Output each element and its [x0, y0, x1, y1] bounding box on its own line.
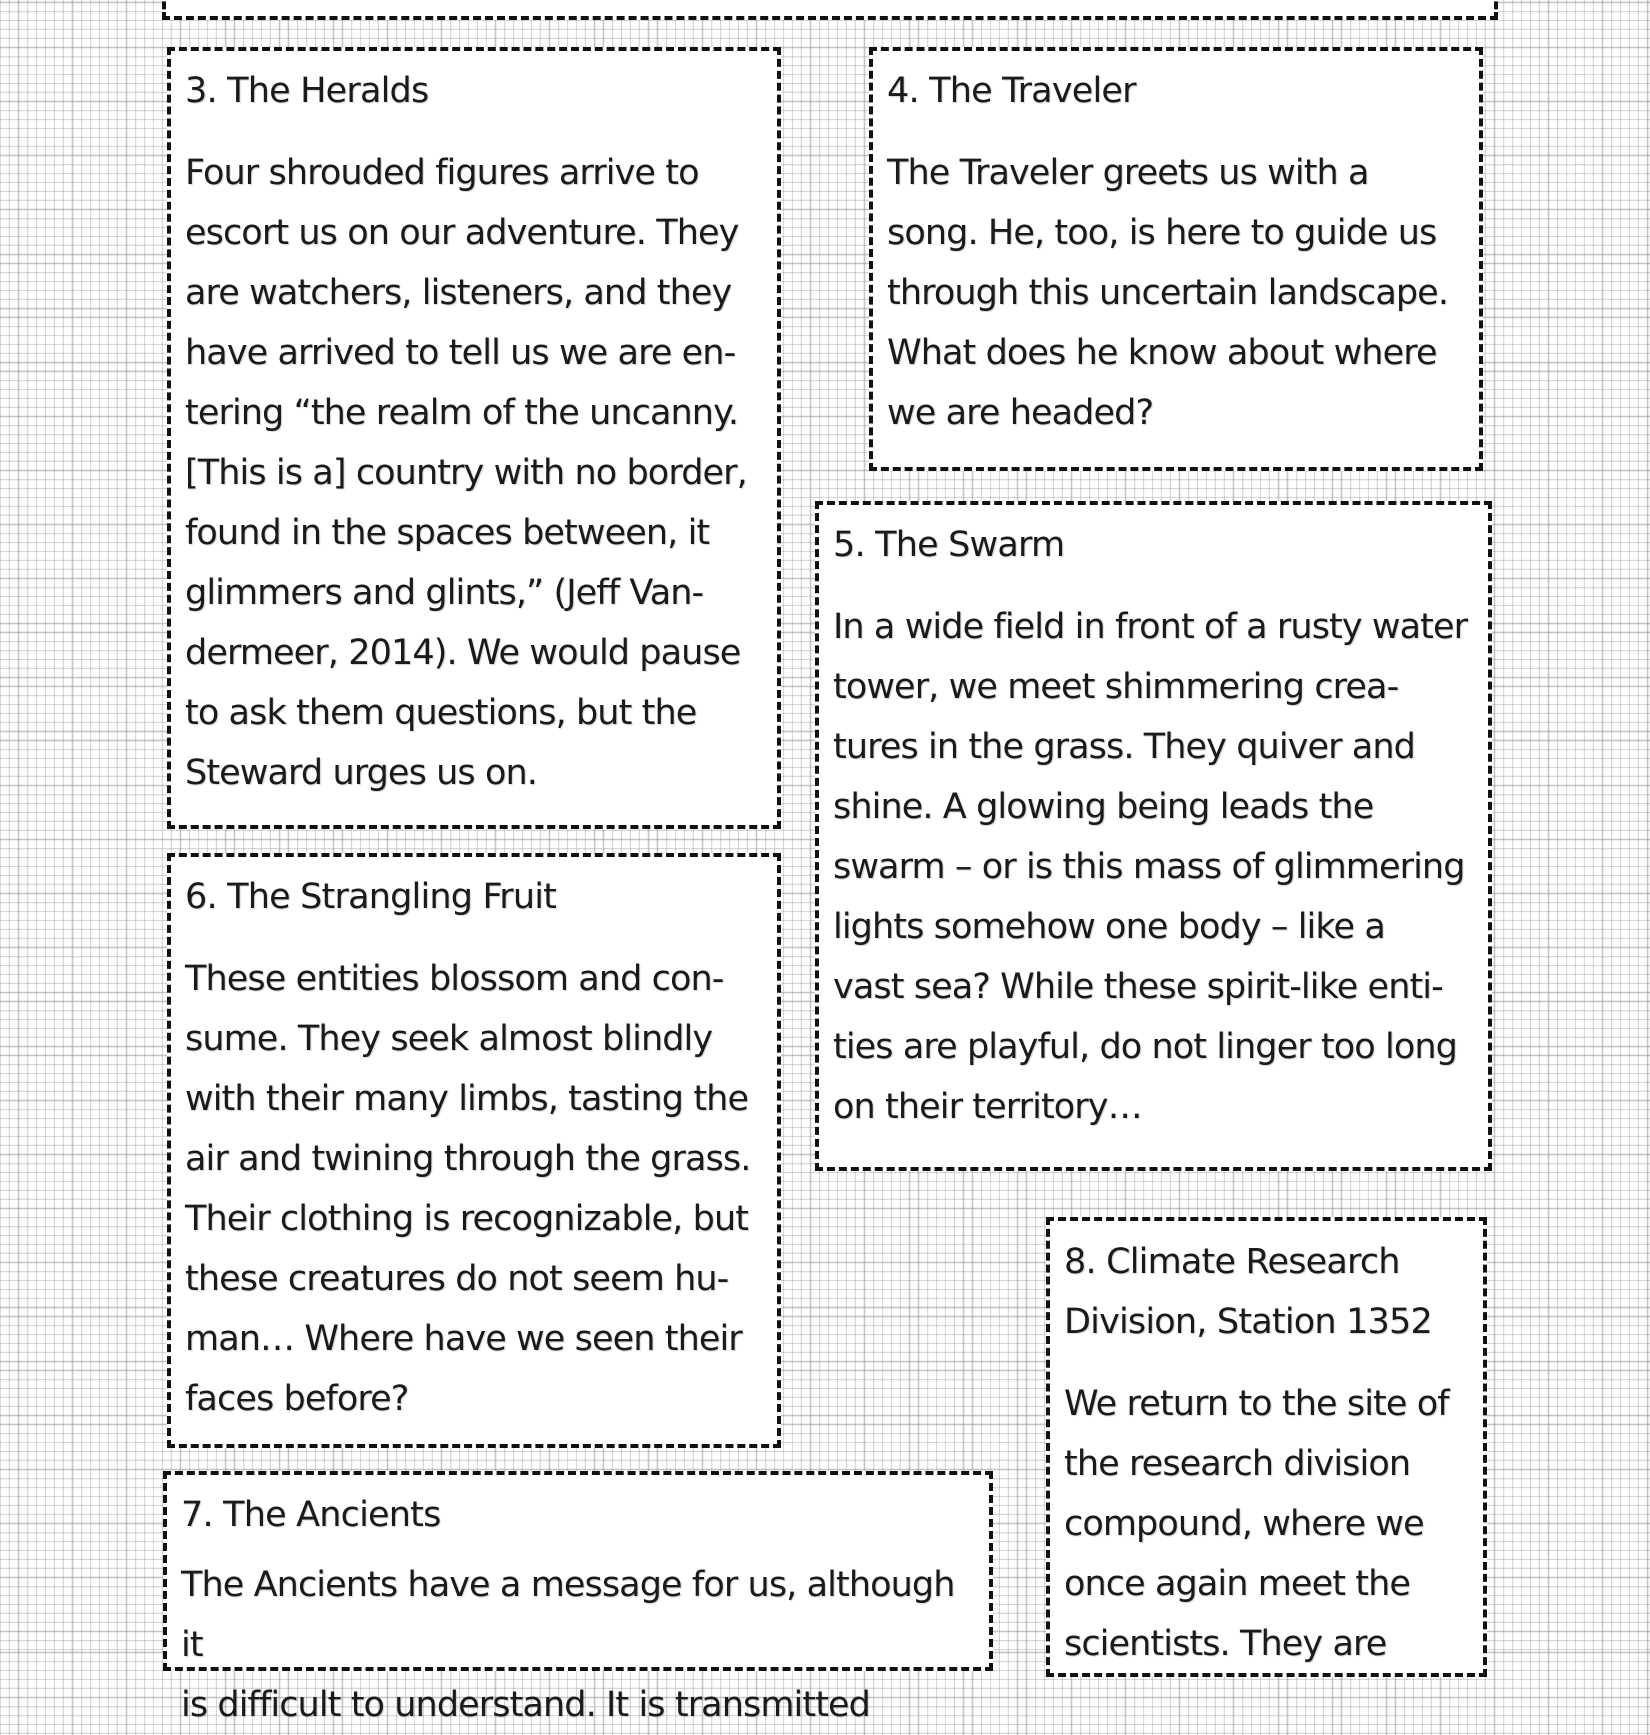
title-line: Division, Station 1352 — [1064, 1302, 1432, 1342]
card-the-strangling-fruit — [167, 853, 781, 1448]
body-line: song. He, too, is here to guide us — [887, 213, 1437, 253]
card-body — [833, 597, 1478, 1137]
card-body — [887, 143, 1469, 443]
body-line: [This is a] country with no border, — [185, 453, 747, 493]
card-title: 3. The Heralds — [185, 71, 429, 111]
body-line: tures in the grass. They quiver and — [833, 727, 1415, 767]
body-line: Four shrouded figures arrive to — [185, 153, 699, 193]
body-line: found in the spaces between, it — [185, 513, 710, 553]
card-body — [185, 949, 767, 1429]
card-the-ancients — [163, 1471, 993, 1725]
body-line: scientists. They are — [1064, 1624, 1387, 1664]
card-the-swarm — [815, 501, 1492, 1171]
body-line: these creatures do not seem hu- — [185, 1259, 729, 1299]
body-line: air and twining through the grass. — [185, 1139, 751, 1179]
body-line: What does he know about where — [887, 333, 1437, 373]
previous-card-bottom-edge — [162, 0, 1498, 20]
body-line: vast sea? While these spirit-like enti- — [833, 967, 1443, 1007]
body-line: faces before? — [185, 1379, 409, 1419]
body-line: swarm – or is this mass of glimmering — [833, 847, 1465, 887]
card-the-heralds — [167, 47, 781, 829]
body-line: is difficult to understand. It is transmitted — [181, 1685, 870, 1725]
body-line: to ask them questions, but the — [185, 693, 697, 733]
body-line: have arrived to tell us we are en- — [185, 333, 736, 373]
card-title: 6. The Strangling Fruit — [185, 877, 557, 917]
body-line: The Ancients have a message for us, although it — [181, 1565, 955, 1665]
body-line: we are headed? — [887, 393, 1154, 433]
title-line: 8. Climate Research — [1064, 1242, 1400, 1282]
card-body — [181, 1555, 979, 1735]
body-line: compound, where we — [1064, 1504, 1424, 1544]
card-body — [185, 143, 767, 803]
card-title: 5. The Swarm — [833, 525, 1065, 565]
body-line: through this uncertain landscape. — [887, 273, 1449, 313]
body-line: dermeer, 2014). We would pause — [185, 633, 741, 673]
card-title: 4. The Traveler — [887, 71, 1136, 111]
card-title — [1064, 1232, 1473, 1352]
body-line: on their territory… — [833, 1087, 1142, 1127]
body-line: man… Where have we seen their — [185, 1319, 742, 1359]
card-climate-research-division — [1046, 1217, 1487, 1677]
body-line: glimmers and glints,” (Jeff Van- — [185, 573, 704, 613]
card-body — [1064, 1374, 1473, 1674]
body-line: These entities blossom and con- — [185, 959, 724, 999]
body-line: We return to the site of — [1064, 1384, 1449, 1424]
card-the-traveler — [869, 47, 1483, 471]
body-line: ties are playful, do not linger too long — [833, 1027, 1457, 1067]
card-title: 7. The Ancients — [181, 1495, 441, 1535]
body-line: once again meet the — [1064, 1564, 1410, 1604]
body-line: are watchers, listeners, and they — [185, 273, 732, 313]
body-line: with their many limbs, tasting the — [185, 1079, 749, 1119]
body-line: Their clothing is recognizable, but — [185, 1199, 749, 1239]
body-line: tower, we meet shimmering crea- — [833, 667, 1399, 707]
body-line: The Traveler greets us with a — [887, 153, 1369, 193]
body-line: escort us on our adventure. They — [185, 213, 739, 253]
body-line: lights somehow one body – like a — [833, 907, 1385, 947]
body-line: the research division — [1064, 1444, 1411, 1484]
body-line: sume. They seek almost blindly — [185, 1019, 713, 1059]
body-line: Steward urges us on. — [185, 753, 537, 793]
body-line: tering “the realm of the uncanny. — [185, 393, 739, 433]
body-line: In a wide field in front of a rusty water — [833, 607, 1468, 647]
body-line: shine. A glowing being leads the — [833, 787, 1374, 827]
